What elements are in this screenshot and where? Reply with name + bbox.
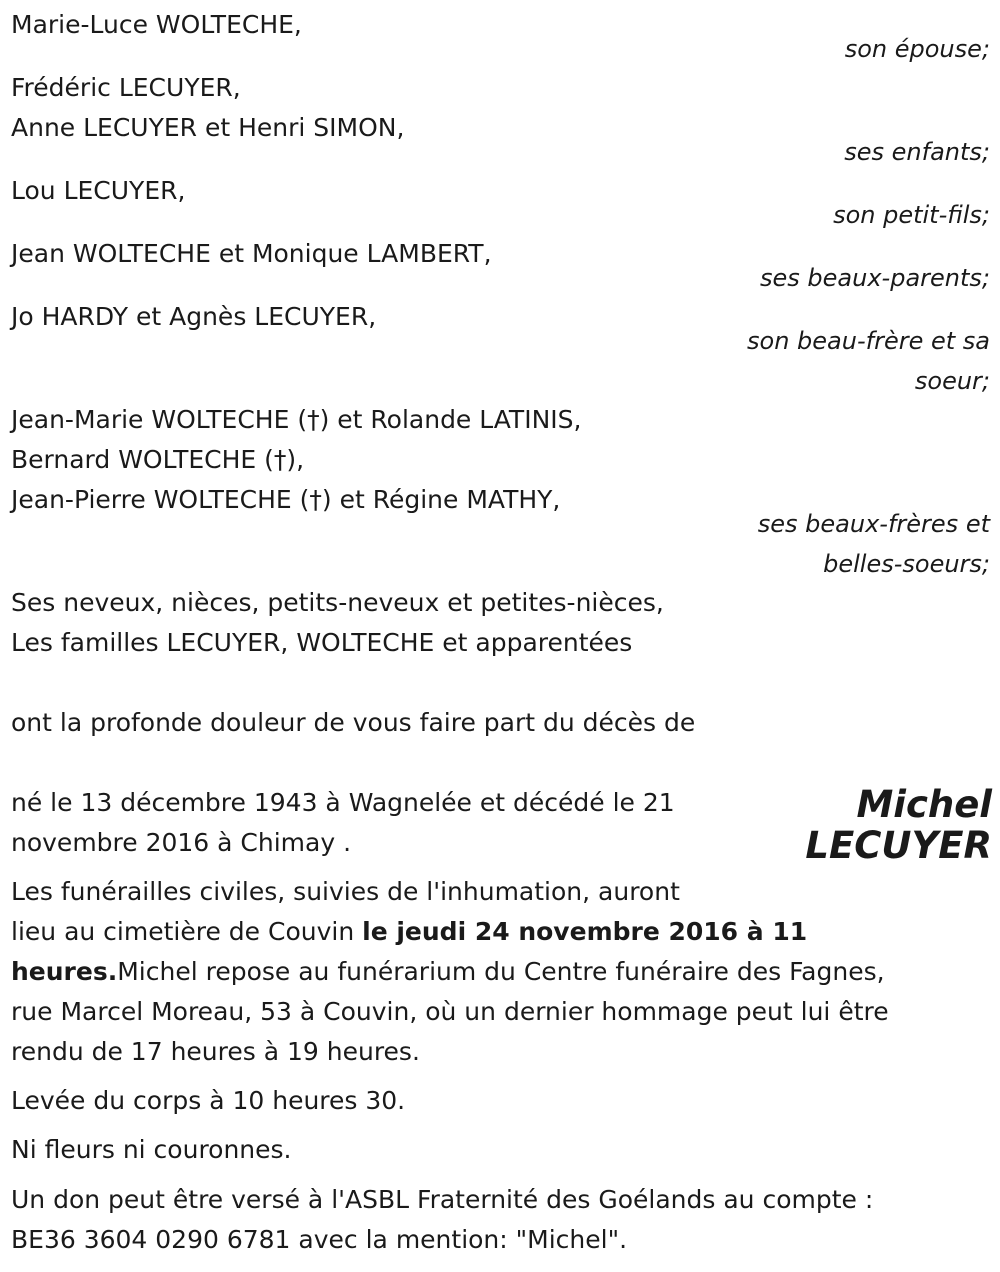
siblings-name: Jo HARDY et Agnès LECUYER, [11, 302, 377, 331]
sibling-in-law-name-1: Jean-Marie WOLTECHE (†) et Rolande LATINIS, [11, 405, 582, 434]
spouse-relation: son épouse; [844, 35, 990, 63]
funeral-line-2 [11, 917, 807, 947]
funeral-hour: heures. [11, 957, 118, 986]
siblings-relation-line1: son beau-frère et sa [747, 327, 990, 355]
deceased-first-name: Michel [856, 783, 992, 826]
sibling-in-law-name-2: Bernard WOLTECHE (†), [11, 445, 305, 474]
siblings-relation-line2: soeur; [914, 367, 990, 395]
funeral-line-1: Les funérailles civiles, suivies de l'inhumation, auront [11, 877, 680, 906]
siblings-in-law-relation-line2: belles-soeurs; [823, 550, 990, 578]
funeral-line-5: rendu de 17 heures à 19 heures. [11, 1037, 420, 1066]
children-relation: ses enfants; [844, 138, 990, 166]
parents-in-law-name: Jean WOLTECHE et Monique LAMBERT, [11, 239, 492, 268]
grandson-relation: son petit-fils; [833, 201, 990, 229]
birth-death-line-1: né le 13 décembre 1943 à Wagnelée et décédé le 21 [11, 788, 675, 817]
grandson-name: Lou LECUYER, [11, 176, 186, 205]
funerarium-text: Michel repose au funérarium du Centre funéraire des Fagnes, [117, 957, 885, 986]
parents-in-law-relation: ses beaux-parents; [760, 264, 990, 292]
other-relatives-2: Les familles LECUYER, WOLTECHE et apparentées [11, 628, 633, 657]
donation-line-2: BE36 3604 0290 6781 avec la mention: "Michel". [11, 1225, 628, 1254]
other-relatives-1: Ses neveux, nièces, petits-neveux et petites-nièces, [11, 588, 664, 617]
funeral-line-3 [11, 957, 885, 987]
siblings-in-law-relation-line1: ses beaux-frères et [757, 510, 990, 538]
child-name-2: Anne LECUYER et Henri SIMON, [11, 113, 405, 142]
spouse-name: Marie-Luce WOLTECHE, [11, 10, 302, 39]
donation-line-1: Un don peut être versé à l'ASBL Fraternité des Goélands au compte : [11, 1185, 874, 1214]
deceased-last-name: LECUYER [805, 824, 992, 867]
deceased-name [792, 784, 992, 866]
sibling-in-law-name-3: Jean-Pierre WOLTECHE (†) et Régine MATHY, [11, 485, 561, 514]
funeral-date: le jeudi 24 novembre 2016 à 11 [362, 917, 808, 946]
flowers-text: Ni fleurs ni couronnes. [11, 1135, 292, 1164]
child-name-1: Frédéric LECUYER, [11, 73, 241, 102]
levee-text: Levée du corps à 10 heures 30. [11, 1086, 406, 1115]
funeral-line-4: rue Marcel Moreau, 53 à Couvin, où un dernier hommage peut lui être [11, 997, 889, 1026]
announcement-text: ont la profonde douleur de vous faire part du décès de [11, 708, 696, 737]
funeral-location: lieu au cimetière de Couvin [11, 917, 363, 946]
birth-death-line-2: novembre 2016 à Chimay . [11, 828, 352, 857]
